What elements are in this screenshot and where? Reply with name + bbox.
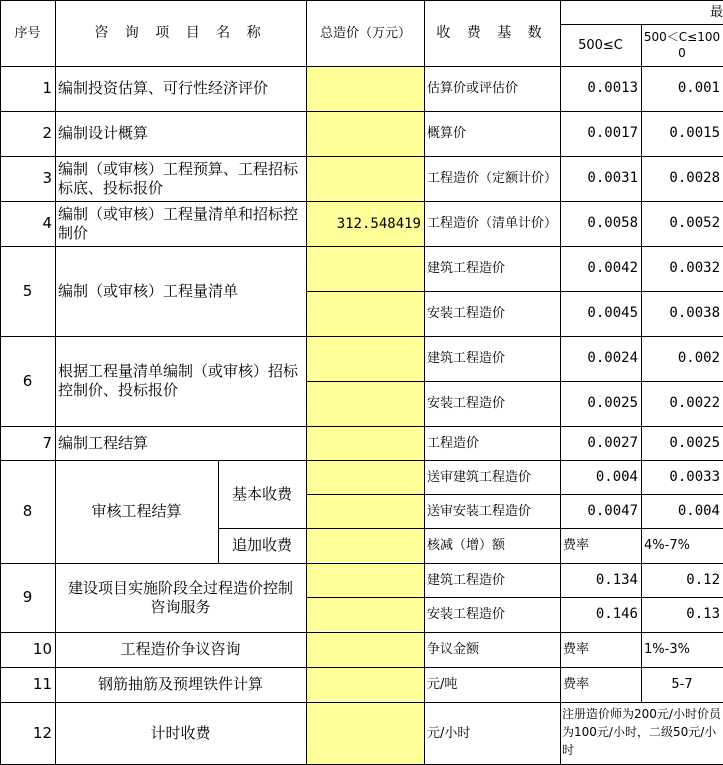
row-10-rate-label: 费率 (563, 642, 590, 657)
row-4-basis: 工程造价（清单计价） (427, 216, 558, 231)
header-seq: 序号 (14, 25, 41, 41)
total-cell-6a[interactable] (307, 337, 424, 381)
row-8c-rate-label: 费率 (563, 538, 590, 553)
grid-h-10 (0, 667, 723, 668)
row-5-seq: 5 (22, 281, 33, 300)
grid-h-7 (0, 460, 723, 461)
grid-v-sub (218, 460, 219, 563)
row-6a-rate-2: 0.002 (677, 350, 720, 366)
grid-h-top (0, 0, 723, 1)
row-12-name: 计时收费 (150, 724, 211, 742)
header-fee-basis: 收 费 基 数 (436, 24, 548, 41)
row-8-sub-basic: 基本收费 (231, 484, 292, 503)
total-cell-5b[interactable] (307, 292, 424, 336)
row-9-name: 建设项目实施阶段全过程造价控制咨询服务 (67, 578, 293, 616)
row-5a-rate-2: 0.0032 (669, 260, 720, 276)
row-8b-rate-2: 0.004 (677, 502, 720, 519)
row-5a-basis: 建筑工程造价 (427, 261, 506, 276)
row-5b-basis: 安装工程造价 (427, 306, 506, 321)
grid-h-head (0, 66, 723, 67)
row-9b-rate-2: 0.13 (686, 606, 720, 622)
row-9b-rate-1: 0.146 (595, 606, 638, 622)
row-11-rate-range: 5-7 (671, 677, 693, 692)
row-7-rate-1: 0.0027 (587, 434, 638, 451)
row-4-rate-1: 0.0058 (587, 215, 638, 231)
header-project-name: 咨 询 项 目 名 称 (94, 24, 267, 41)
row-9a-basis: 建筑工程造价 (427, 572, 506, 588)
row-12-seq: 12 (32, 724, 52, 742)
row-6a-basis: 建筑工程造价 (427, 351, 506, 366)
grid-h-8b (218, 528, 723, 529)
grid-h-5 (0, 336, 723, 337)
grid-v-total (424, 0, 425, 765)
row-4-name: 编制（或审核）工程量清单和招标控制价 (58, 204, 299, 242)
row-8a-basis: 送审建筑工程造价 (427, 469, 532, 485)
total-cell-8b[interactable] (307, 495, 424, 528)
row-7-name: 编制工程结算 (58, 433, 149, 452)
row-10-rate-range: 1%-3% (644, 642, 690, 657)
row-2-rate-1: 0.0017 (587, 125, 638, 141)
row-8a-rate-2: 0.0033 (669, 468, 720, 485)
row-9a-rate-1: 0.134 (595, 571, 638, 588)
grid-v-seq (55, 0, 56, 765)
header-rate-group-clipped: 最 (709, 4, 723, 20)
grid-h-8a (306, 494, 723, 495)
row-8c-basis: 核减（增）额 (427, 538, 506, 553)
row-9b-basis: 安装工程造价 (427, 607, 506, 622)
row-6-seq: 6 (22, 371, 33, 390)
row-3-seq: 3 (42, 169, 52, 187)
row-3-name: 编制（或审核）工程预算、工程招标标底、投标报价 (58, 159, 299, 197)
row-5-name: 编制（或审核）工程量清单 (58, 281, 239, 300)
total-cell-11[interactable] (307, 668, 424, 701)
grid-h-6mid (306, 381, 723, 382)
total-cell-6b[interactable] (307, 382, 424, 426)
row-6b-rate-2: 0.0022 (669, 395, 720, 411)
total-cell-9a[interactable] (307, 564, 424, 597)
grid-h-1 (0, 111, 723, 112)
row-8-name: 审核工程结算 (91, 502, 182, 520)
grid-h-9mid (306, 597, 723, 598)
grid-h-6 (0, 426, 723, 427)
total-cell-1[interactable] (307, 67, 424, 111)
row-8b-basis: 送审安装工程造价 (427, 503, 532, 519)
row-2-name: 编制设计概算 (58, 124, 149, 142)
total-cell-8c[interactable] (307, 529, 424, 562)
row-11-seq: 11 (32, 675, 52, 693)
row-2-seq: 2 (42, 124, 52, 142)
row-3-rate-2: 0.0028 (669, 170, 720, 186)
total-cell-10[interactable] (307, 633, 424, 667)
grid-v-name (306, 0, 307, 765)
row-11-basis: 元/吨 (427, 677, 458, 692)
total-cell-2[interactable] (307, 112, 424, 156)
row-8a-rate-1: 0.004 (595, 468, 638, 485)
grid-h-head-sub (560, 24, 723, 25)
row-8b-rate-1: 0.0047 (587, 502, 638, 519)
total-cell-8a[interactable] (307, 461, 424, 494)
row-6a-rate-1: 0.0024 (587, 350, 638, 366)
total-cell-12[interactable] (307, 702, 424, 765)
row-12-note: 注册造价师为200元/小时价员为100元/小时，二级50元/小时 (562, 707, 721, 757)
total-cell-7[interactable] (307, 427, 424, 460)
grid-h-11 (0, 702, 723, 703)
row-5b-rate-1: 0.0045 (587, 305, 638, 321)
total-cell-3[interactable] (307, 157, 424, 201)
grid-h-3 (0, 201, 723, 202)
grid-h-8 (0, 563, 723, 564)
header-range-1: 500≤C (578, 37, 623, 53)
row-6-name: 根据工程量清单编制（或审核）招标控制价、投标报价 (58, 362, 299, 399)
row-10-name: 工程造价争议咨询 (120, 640, 241, 658)
row-2-rate-2: 0.0015 (669, 125, 720, 141)
row-8-sub-extra: 追加收费 (231, 536, 292, 554)
row-7-seq: 7 (42, 433, 52, 452)
total-cell-5a[interactable] (307, 247, 424, 291)
row-1-rate-2: 0.001 (677, 80, 720, 96)
row-1-rate-1: 0.0013 (587, 80, 638, 96)
row-1-basis: 估算价或评估价 (427, 81, 519, 96)
row-8c-rate-range: 4%-7% (644, 538, 690, 553)
grid-v-0 (0, 0, 1, 765)
row-10-basis: 争议金额 (427, 642, 480, 657)
row-7-rate-2: 0.0025 (669, 434, 720, 451)
row-3-rate-1: 0.0031 (587, 170, 638, 186)
row-10-seq: 10 (32, 640, 52, 658)
grid-h-5mid (306, 291, 723, 292)
row-12-basis: 元/小时 (427, 726, 471, 741)
grid-h-4 (0, 246, 723, 247)
grid-h-2 (0, 156, 723, 157)
total-cell-9b[interactable] (307, 598, 424, 631)
grid-h-9 (0, 632, 723, 633)
row-6b-rate-1: 0.0025 (587, 395, 638, 411)
row-1-name: 编制投资估算、可行性经济评价 (58, 79, 269, 97)
total-cell-4[interactable]: 312.548419 (307, 202, 424, 246)
row-8-seq: 8 (22, 502, 33, 520)
row-5b-rate-2: 0.0038 (669, 305, 720, 321)
row-6b-basis: 安装工程造价 (427, 396, 506, 411)
row-3-basis: 工程造价（定额计价） (427, 171, 558, 186)
row-11-name: 钢筋抽筋及预埋铁件计算 (97, 675, 263, 693)
row-5a-rate-1: 0.0042 (587, 260, 638, 276)
grid-v-basis (560, 0, 561, 765)
row-1-seq: 1 (42, 79, 52, 97)
header-range-2: 500＜C≤1000 (643, 30, 721, 60)
row-4-rate-2: 0.0052 (669, 215, 720, 231)
row-2-basis: 概算价 (427, 126, 467, 141)
row-4-seq: 4 (42, 214, 52, 232)
row-7-basis: 工程造价 (427, 435, 480, 451)
row-9a-rate-2: 0.12 (686, 571, 720, 588)
grid-v-rate (641, 24, 642, 702)
row-9-seq: 9 (22, 588, 33, 606)
row-11-rate-label: 费率 (563, 677, 590, 692)
header-total-cost: 总造价（万元） (320, 25, 412, 41)
